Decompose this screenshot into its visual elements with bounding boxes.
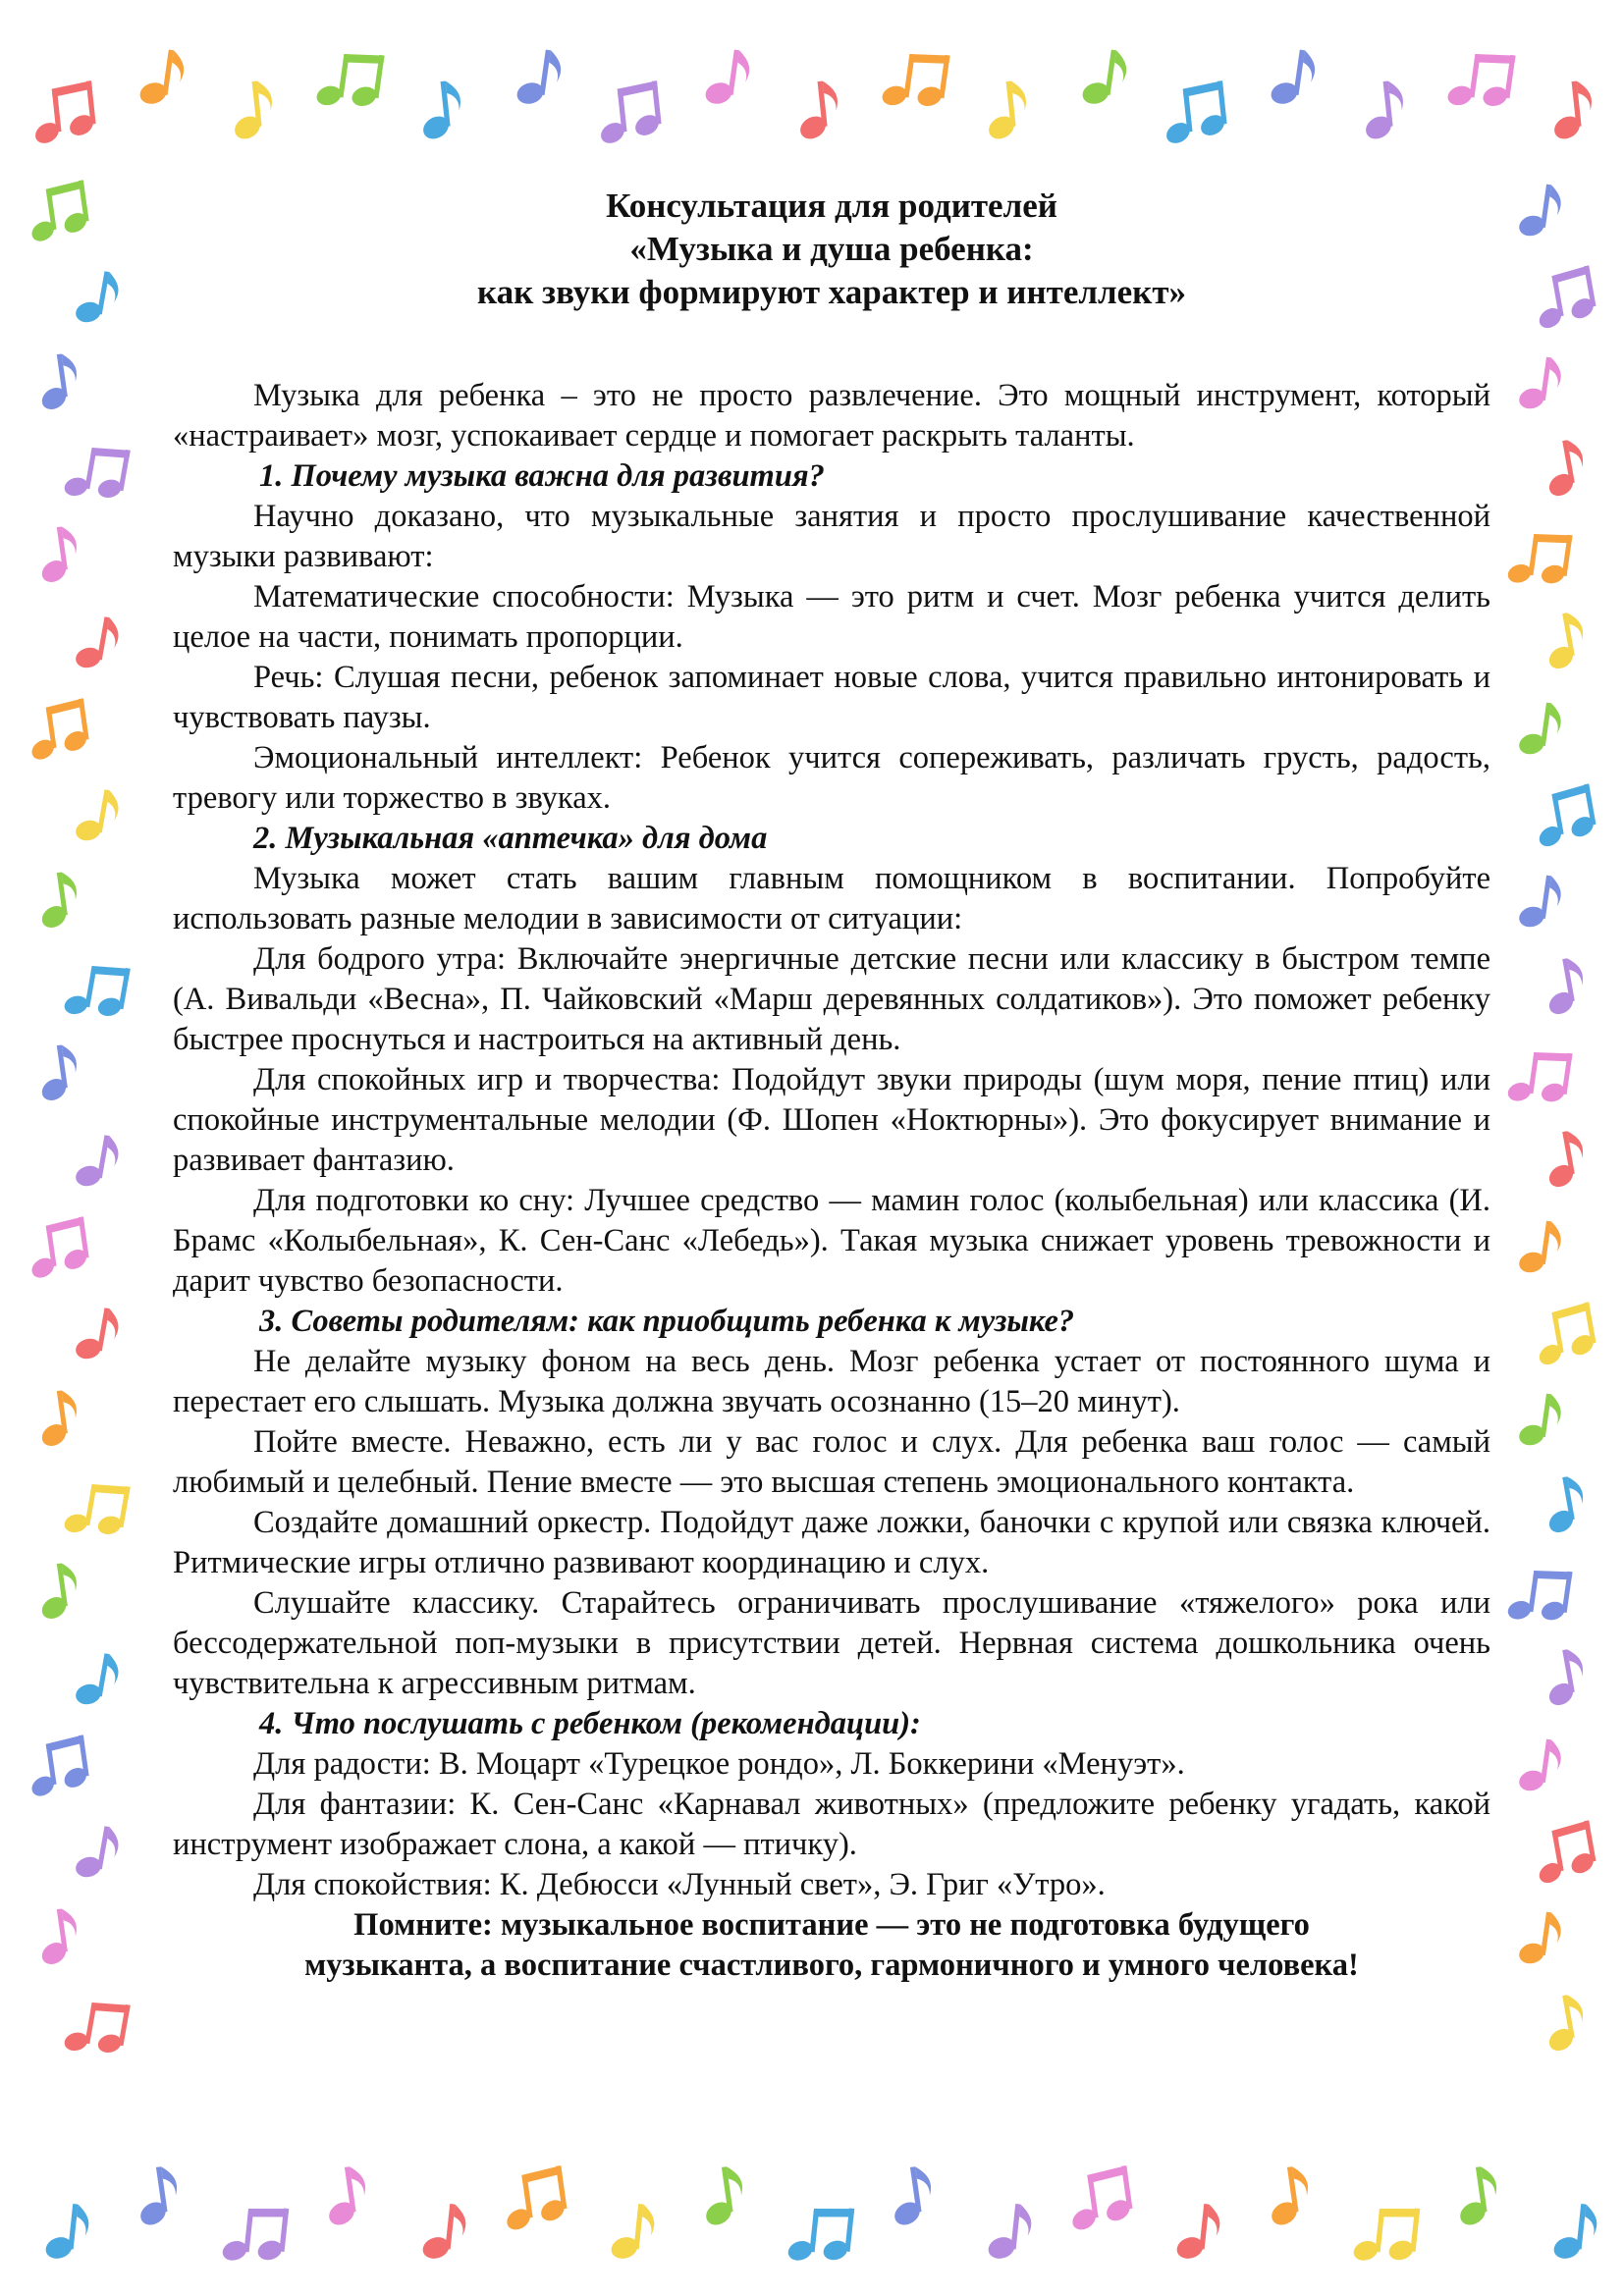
- paragraph: Для бодрого утра: Включайте энергичные детские песни или классику в быстром темпе (А. Вивальди «Весна», П. Чайковский «Марш деревянных солдатиков»). Это поможет ребенку быстрее проснуться и настроиться на активный день.: [173, 941, 1490, 1057]
- music-note-icon: [131, 2164, 183, 2230]
- music-note-icon: [319, 2164, 371, 2230]
- music-note-icon: [1514, 1735, 1563, 1798]
- music-note-icon: [23, 698, 92, 764]
- paragraph: Речь: Слушая песни, ребенок запоминает новые слова, учится правильно интонировать и чувствовать паузы.: [173, 660, 1490, 735]
- music-note-icon: [32, 352, 81, 415]
- music-note-icon: [1077, 46, 1129, 112]
- music-note-icon: [607, 2201, 657, 2266]
- music-note-icon: [1514, 181, 1563, 243]
- music-note-icon: [1528, 783, 1599, 851]
- music-note-icon: [32, 1043, 81, 1106]
- music-note-icon: [71, 785, 122, 849]
- paragraph: Для спокойствия: К. Дебюсси «Лунный свет», Э. Григ «Утро».: [253, 1867, 1106, 1902]
- music-note-icon: [1539, 956, 1590, 1020]
- music-note-icon: [1503, 1564, 1573, 1629]
- paragraph: Для подготовки ко сну: Лучшее средство — мамин голос (колыбельная) или классика (И. Брамс «Колыбельная», К. Сен-Санс «Лебедь»). Такая музыка снижает уровень тревожности и дарит чувство безопасности.: [173, 1183, 1490, 1299]
- music-note-icon: [1514, 699, 1563, 762]
- music-note-icon: [1539, 1129, 1590, 1193]
- music-note-icon: [1349, 2202, 1421, 2269]
- music-note-icon: [1539, 1647, 1590, 1711]
- music-note-icon: [700, 46, 752, 112]
- paragraph: Пойте вместе. Неважно, есть ли у вас голос и слух. Для ребенка ваш голос — самый любимый и целебный. Пение вместе — это высшая степень эмоционального контакта.: [173, 1424, 1490, 1500]
- intro-paragraph: Музыка для ребенка – это не просто развлечение. Это мощный инструмент, который «настраивает» мозг, успокаивает сердце и помогает раскрыть таланты.: [173, 378, 1490, 454]
- music-note-icon: [1539, 1993, 1590, 2056]
- music-note-icon: [1528, 1820, 1599, 1888]
- music-note-icon: [71, 1304, 122, 1367]
- music-note-icon: [1262, 2164, 1314, 2230]
- paragraph: Научно доказано, что музыкальные занятия и просто прослушивание качественной музыки развивают:: [173, 499, 1490, 574]
- music-note-icon: [1503, 527, 1573, 593]
- music-note-icon: [71, 1822, 122, 1886]
- music-note-icon: [71, 267, 122, 331]
- music-note-icon: [1357, 80, 1407, 144]
- paragraph: Создайте домашний оркестр. Подойдут даже ложки, баночки с крупой или связка ключей. Ритмические игры отлично развивают координацию и слух.: [173, 1505, 1490, 1580]
- paragraph: Математические способности: Музыка — это ритм и счет. Мозг ребенка учится делить целое на части, понимать пропорции.: [173, 579, 1490, 655]
- closing-line-2: музыканта, а воспитание счастливого, гармоничного и умного человека!: [304, 1948, 1359, 1983]
- paragraph: Для радости: В. Моцарт «Турецкое рондо», Л. Боккерини «Менуэт».: [253, 1746, 1185, 1782]
- music-note-icon: [1062, 2165, 1136, 2235]
- music-note-icon: [135, 46, 187, 112]
- document-body: [173, 376, 1490, 1986]
- music-note-icon: [32, 1907, 81, 1970]
- paragraph: Слушайте классику. Старайтесь ограничивать прослушивание «тяжелого» рока или бессодержательной поп-музыки в присутствии детей. Нервная система дошкольника очень чувствительна к агрессивным ритмам.: [173, 1585, 1490, 1701]
- paragraph: Для фантазии: К. Сен-Санс «Карнавал животных» (предложите ребенку угадать, какой инструмент изображает слона, а какой — птичку).: [173, 1787, 1490, 1862]
- music-note-icon: [1539, 611, 1590, 674]
- section-4-heading: 4. Что послушать с ребенком (рекомендации):: [259, 1706, 921, 1741]
- music-note-icon: [512, 46, 564, 112]
- music-note-icon: [71, 1649, 122, 1713]
- title-line-1: Консультация для родителей: [606, 187, 1057, 225]
- music-note-icon: [1503, 1045, 1573, 1111]
- music-note-icon: [23, 1735, 92, 1800]
- music-note-icon: [32, 1562, 81, 1625]
- music-note-icon: [312, 46, 386, 116]
- title-line-2: «Музыка и душа ребенка:: [629, 230, 1034, 268]
- music-note-icon: [32, 871, 81, 934]
- section-2-heading: 2. Музыкальная «аптечка» для дома: [253, 821, 768, 856]
- music-note-icon: [1514, 1390, 1563, 1453]
- music-note-icon: [1172, 2201, 1222, 2266]
- music-note-icon: [1443, 46, 1517, 116]
- music-note-icon: [1539, 1474, 1590, 1538]
- paragraph: Музыка может стать вашим главным помощником в воспитании. Попробуйте использовать разные мелодии в зависимости от ситуации:: [173, 861, 1490, 936]
- music-note-icon: [984, 2201, 1034, 2266]
- section-3-heading: 3. Советы родителям: как приобщить ребенка к музыке?: [259, 1304, 1075, 1339]
- music-note-icon: [32, 525, 81, 588]
- music-note-icon: [791, 80, 841, 144]
- music-note-icon: [60, 440, 132, 507]
- music-note-icon: [23, 1216, 92, 1282]
- closing-line-1: Помните: музыкальное воспитание — это не подготовка будущего: [353, 1907, 1310, 1943]
- music-note-icon: [226, 80, 276, 144]
- consultation-document: [173, 185, 1490, 1986]
- music-note-icon: [41, 2201, 91, 2266]
- music-note-icon: [1528, 265, 1599, 333]
- section-1-heading: 1. Почему музыка важна для развития?: [259, 458, 825, 494]
- music-note-icon: [1539, 438, 1590, 502]
- music-note-icon: [60, 958, 132, 1026]
- music-note-icon: [1514, 1217, 1563, 1280]
- music-note-icon: [497, 2165, 570, 2235]
- music-note-icon: [1549, 2201, 1599, 2266]
- music-note-icon: [696, 2164, 748, 2230]
- music-note-icon: [1266, 46, 1318, 112]
- music-note-icon: [593, 80, 665, 148]
- paragraph: Не делайте музыку фоном на весь день. Мозг ребенка устает от постоянного шума и перестает его слышать. Музыка должна звучать осознанно (15–20 минут).: [173, 1344, 1490, 1419]
- music-note-icon: [1159, 80, 1230, 148]
- music-note-icon: [885, 2164, 937, 2230]
- music-note-icon: [32, 1389, 81, 1452]
- music-note-icon: [414, 80, 464, 144]
- closing-message: [173, 1905, 1490, 1986]
- music-note-icon: [1514, 872, 1563, 934]
- music-note-icon: [23, 180, 92, 245]
- music-note-icon: [60, 1995, 132, 2062]
- music-note-icon: [980, 80, 1030, 144]
- music-note-icon: [784, 2202, 855, 2269]
- paragraph: Эмоциональный интеллект: Ребенок учится сопереживать, различать грусть, радость, тревогу или торжество в звуках.: [173, 740, 1490, 816]
- music-note-icon: [71, 613, 122, 676]
- music-note-icon: [218, 2202, 290, 2269]
- paragraph: Для спокойных игр и творчества: Подойдут звуки природы (шум моря, пение птиц) или спокойные инструментальные мелодии (Ф. Шопен «Ноктюрны»). Это фокусирует внимание и развивает фантазию.: [173, 1062, 1490, 1178]
- music-note-icon: [1450, 2164, 1502, 2230]
- music-note-icon: [1545, 80, 1596, 144]
- music-note-icon: [418, 2201, 468, 2266]
- music-note-icon: [1514, 353, 1563, 416]
- music-note-icon: [27, 80, 99, 148]
- music-note-icon: [878, 46, 951, 116]
- music-note-icon: [1528, 1302, 1599, 1369]
- music-note-icon: [60, 1476, 132, 1544]
- title-line-3: как звуки формируют характер и интеллект»: [476, 273, 1187, 311]
- music-note-icon: [71, 1131, 122, 1195]
- document-title: [173, 185, 1490, 314]
- music-note-icon: [1514, 1908, 1563, 1971]
